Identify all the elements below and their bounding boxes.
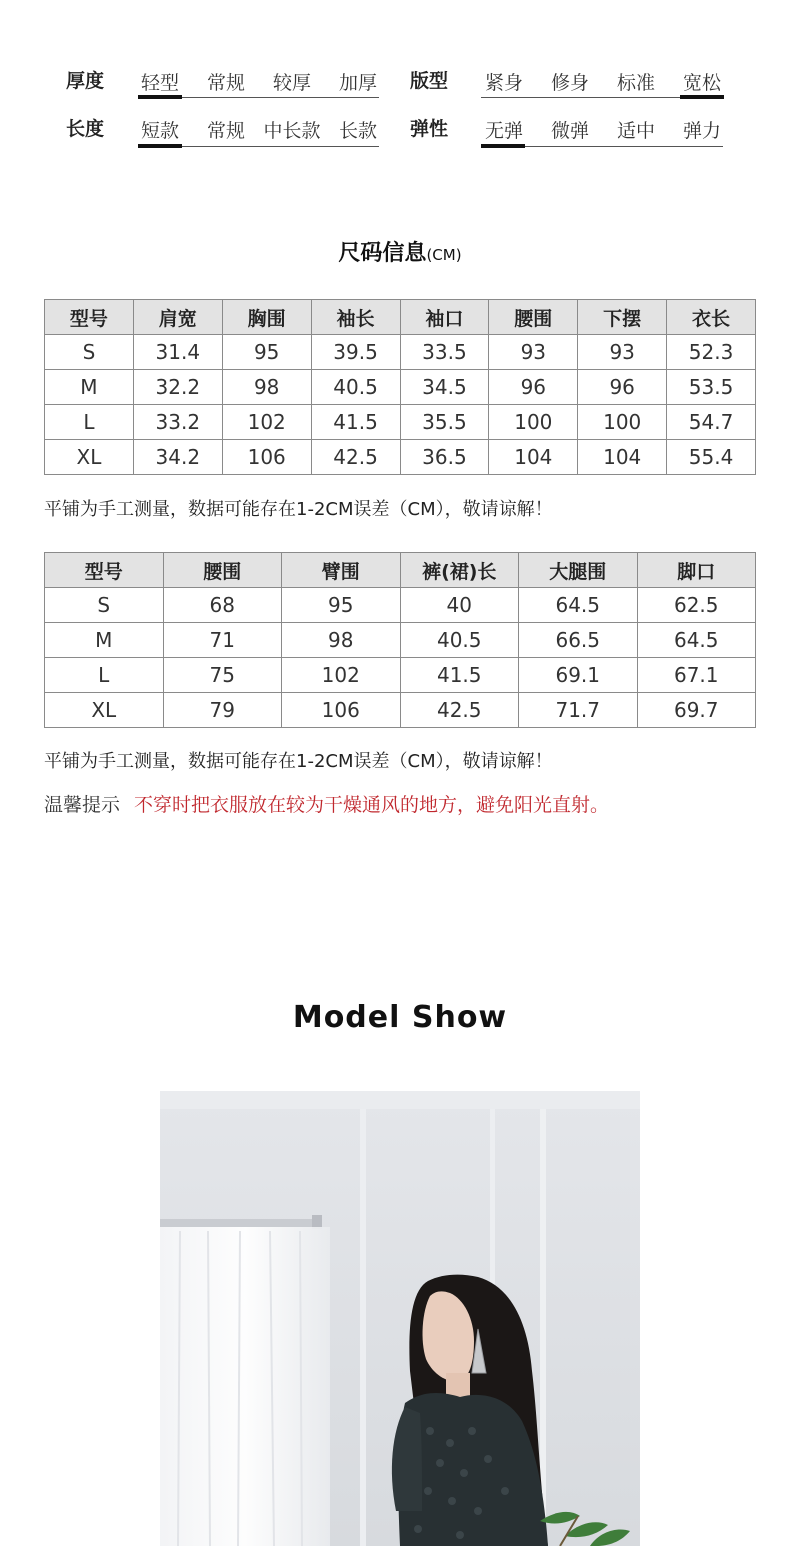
table-row	[45, 405, 756, 440]
model-show-title: Model Show	[292, 1000, 508, 1035]
table-row	[45, 440, 756, 475]
attr-label-length: 长度	[66, 118, 105, 140]
care-tip-text: 不穿时把衣服放在较为干燥通风的地方，避免阳光直射。	[134, 794, 610, 816]
attr-option-fit-3[interactable]: 标准	[616, 72, 655, 94]
table-cell: L	[45, 658, 164, 693]
table-cell: S	[45, 588, 164, 623]
table-cell: 39.5	[311, 335, 400, 370]
table-cell: 71	[163, 623, 282, 658]
table-cell: 42.5	[311, 440, 400, 475]
table-row	[45, 623, 756, 658]
attr-option-elasticity-2[interactable]: 微弹	[550, 120, 589, 142]
table-cell: L	[45, 405, 134, 440]
table-cell: XL	[45, 440, 134, 475]
table-cell: 68	[163, 588, 282, 623]
table-cell: 40.5	[311, 370, 400, 405]
table-row	[45, 658, 756, 693]
attr-selected-marker	[680, 95, 724, 99]
table-cell: 32.2	[133, 370, 222, 405]
table-header-cell: 肩宽	[133, 300, 222, 335]
table-cell: 93	[489, 335, 578, 370]
table-cell: 98	[222, 370, 311, 405]
table-row	[45, 370, 756, 405]
table-cell: 71.7	[519, 693, 638, 728]
attr-option-elasticity-3[interactable]: 适中	[616, 120, 655, 142]
size-info-title	[0, 236, 800, 267]
model-photo	[160, 1091, 640, 1546]
table-cell: 95	[282, 588, 401, 623]
size-info-unit: (CM)	[426, 246, 462, 264]
table-cell: 34.2	[133, 440, 222, 475]
table-header-row	[45, 300, 756, 335]
table-cell: 98	[282, 623, 401, 658]
attr-label-elasticity: 弹性	[410, 118, 449, 140]
table-header-cell: 型号	[45, 300, 134, 335]
table-cell: 41.5	[400, 658, 519, 693]
measurement-note: 平铺为手工测量，数据可能存在1-2CM误差（CM），敬请谅解！	[44, 751, 553, 772]
table-cell: 34.5	[400, 370, 489, 405]
table-cell: 54.7	[667, 405, 756, 440]
table-header-cell: 袖长	[311, 300, 400, 335]
table-cell: 53.5	[667, 370, 756, 405]
attr-option-fit-2[interactable]: 修身	[550, 72, 589, 94]
table-header-cell: 裤(裙)长	[400, 553, 519, 588]
table-cell: S	[45, 335, 134, 370]
table-cell: 31.4	[133, 335, 222, 370]
table-cell: 67.1	[637, 658, 756, 693]
table-cell: 102	[282, 658, 401, 693]
table-header-cell: 臂围	[282, 553, 401, 588]
attr-option-length-4[interactable]: 长款	[338, 120, 377, 142]
table-cell: M	[45, 370, 134, 405]
table-cell: 40	[400, 588, 519, 623]
table-header-cell: 腰围	[489, 300, 578, 335]
table-cell: 33.5	[400, 335, 489, 370]
table-cell: 96	[489, 370, 578, 405]
table-cell: 106	[282, 693, 401, 728]
table-cell: 95	[222, 335, 311, 370]
table-cell: 41.5	[311, 405, 400, 440]
attr-option-thickness-2[interactable]: 常规	[206, 72, 245, 94]
table-cell: 55.4	[667, 440, 756, 475]
table-cell: 100	[578, 405, 667, 440]
attr-option-thickness-3[interactable]: 较厚	[272, 72, 311, 94]
model-photo-illustration	[160, 1091, 640, 1546]
table-header-row	[45, 553, 756, 588]
attr-option-length-1[interactable]: 短款	[140, 120, 179, 142]
table-cell: 100	[489, 405, 578, 440]
attr-option-thickness-1[interactable]: 轻型	[140, 72, 179, 94]
table-cell: 106	[222, 440, 311, 475]
attr-selected-marker	[481, 144, 525, 148]
table-header-cell: 胸围	[222, 300, 311, 335]
table-cell: 93	[578, 335, 667, 370]
table-header-cell: 脚口	[637, 553, 756, 588]
care-tip	[44, 790, 609, 817]
size-info-title-text: 尺码信息	[338, 241, 427, 266]
bottom-size-table	[44, 552, 756, 728]
attr-option-length-2[interactable]: 常规	[206, 120, 245, 142]
table-cell: 75	[163, 658, 282, 693]
attr-label-fit: 版型	[410, 70, 449, 92]
attr-option-fit-1[interactable]: 紧身	[484, 72, 523, 94]
table-cell: 62.5	[637, 588, 756, 623]
table-cell: 104	[578, 440, 667, 475]
table-header-cell: 型号	[45, 553, 164, 588]
table-cell: 64.5	[519, 588, 638, 623]
attr-option-thickness-4[interactable]: 加厚	[338, 72, 377, 94]
table-row	[45, 693, 756, 728]
table-cell: XL	[45, 693, 164, 728]
table-header-cell: 腰围	[163, 553, 282, 588]
table-cell: 40.5	[400, 623, 519, 658]
table-cell: 79	[163, 693, 282, 728]
table-cell: 36.5	[400, 440, 489, 475]
top-size-table	[44, 299, 756, 475]
table-cell: 52.3	[667, 335, 756, 370]
table-cell: 104	[489, 440, 578, 475]
table-cell: 64.5	[637, 623, 756, 658]
table-cell: 42.5	[400, 693, 519, 728]
attr-option-elasticity-1[interactable]: 无弹	[484, 120, 523, 142]
table-cell: 69.7	[637, 693, 756, 728]
table-cell: 102	[222, 405, 311, 440]
table-cell: 96	[578, 370, 667, 405]
care-tip-label: 温馨提示	[44, 794, 121, 816]
table-header-cell: 大腿围	[519, 553, 638, 588]
table-row	[45, 335, 756, 370]
attr-option-fit-4[interactable]: 宽松	[682, 72, 721, 94]
table-row	[45, 588, 756, 623]
table-cell: 69.1	[519, 658, 638, 693]
table-header-cell: 下摆	[578, 300, 667, 335]
table-header-cell: 衣长	[667, 300, 756, 335]
table-header-cell: 袖口	[400, 300, 489, 335]
measurement-note: 平铺为手工测量，数据可能存在1-2CM误差（CM），敬请谅解！	[44, 499, 553, 520]
attr-selected-marker	[138, 95, 182, 99]
attr-option-length-3[interactable]: 中长款	[263, 120, 321, 142]
attr-option-elasticity-4[interactable]: 弹力	[682, 120, 721, 142]
attr-selected-marker	[138, 144, 182, 148]
table-cell: 66.5	[519, 623, 638, 658]
table-cell: 33.2	[133, 405, 222, 440]
attr-label-thickness: 厚度	[66, 70, 105, 92]
table-cell: M	[45, 623, 164, 658]
table-cell: 35.5	[400, 405, 489, 440]
